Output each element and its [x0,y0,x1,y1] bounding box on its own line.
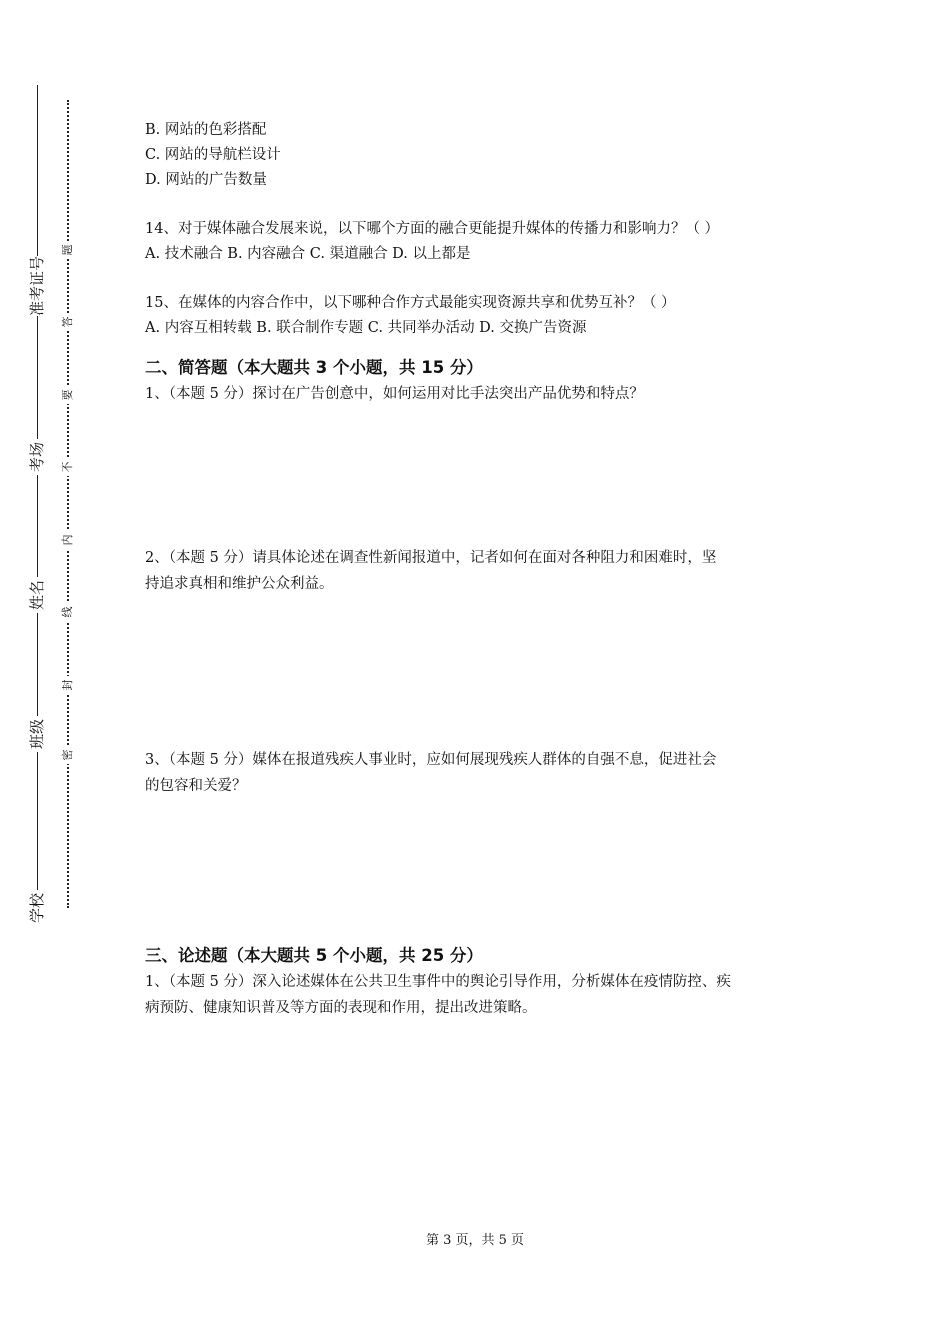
seal-char: 内 [61,531,75,549]
binding-solid-line [37,85,38,900]
seal-char: 题 [61,241,75,259]
question-text: 1、（本题 5 分）探讨在广告创意中，如何运用对比手法突出产品优势和特点？ [145,386,644,402]
option-line: C. 网站的导航栏设计 [145,147,281,163]
question-text-line: 病预防、健康知识普及等方面的表现和作用，提出改进策略。 [145,1000,537,1016]
mcq-question-15 [145,291,815,341]
seal-char: 答 [61,313,75,331]
essay-question-1 [145,969,815,1021]
question-text-line: 1、（本题 5 分）深入论述媒体在公共卫生事件中的舆论引导作用，分析媒体在疫情防控、疾 [145,974,731,990]
exam-room-label: 考场 [27,439,47,475]
short-answer-question-3 [145,747,815,799]
seal-char: 密 [61,746,75,764]
essay-section [145,943,815,1021]
exam-number-label: 准考证号 [28,255,46,316]
short-answer-section [145,355,815,799]
seal-char: 线 [61,603,75,621]
question-text-line: 3、（本题 5 分）媒体在报道残疾人事业时，应如何展现残疾人群体的自强不息，促进社会 [145,752,717,768]
question-text-line: 持追求真相和维护公众利益。 [145,576,334,592]
short-answer-question-1 [145,381,815,521]
option-line: B. 网站的色彩搭配 [145,122,267,138]
seal-dotted-line [67,100,69,908]
seal-char: 要 [61,386,75,404]
seal-char: 封 [61,676,75,694]
question-text-line: 的包容和关爱？ [145,778,247,794]
binding-margin [0,0,110,1000]
question-text: 14、对于媒体融合发展来说，以下哪个方面的融合更能提升媒体的传播力和影响力？（ ） [145,221,720,237]
page-footer: 第 3 页，共 5 页 [425,1233,525,1248]
question-options: A. 内容互相转载 B. 联合制作专题 C. 共同举办活动 D. 交换广告资源 [145,320,587,336]
name-label: 姓名 [27,577,47,613]
short-answer-question-2 [145,545,815,723]
question-text-line: 2、（本题 5 分）请具体论述在调查性新闻报道中，记者如何在面对各种阻力和困难时，坚 [145,550,717,566]
seal-char: 不 [61,458,75,476]
exam-content [145,118,815,1021]
option-line: D. 网站的广告数量 [145,172,267,188]
question-text: 15、在媒体的内容合作中，以下哪种合作方式最能实现资源共享和优势互补？（ ） [145,295,676,311]
class-label: 班级 [27,716,47,752]
section-heading: 二、简答题（本大题共 3 个小题，共 15 分） [145,358,483,377]
section-heading: 三、论述题（本大题共 5 个小题，共 25 分） [145,946,483,965]
mcq-question-14 [145,217,815,267]
question-options: A. 技术融合 B. 内容融合 C. 渠道融合 D. 以上都是 [145,246,471,262]
mcq-continued-options [145,118,815,193]
school-label: 学校 [27,890,47,926]
